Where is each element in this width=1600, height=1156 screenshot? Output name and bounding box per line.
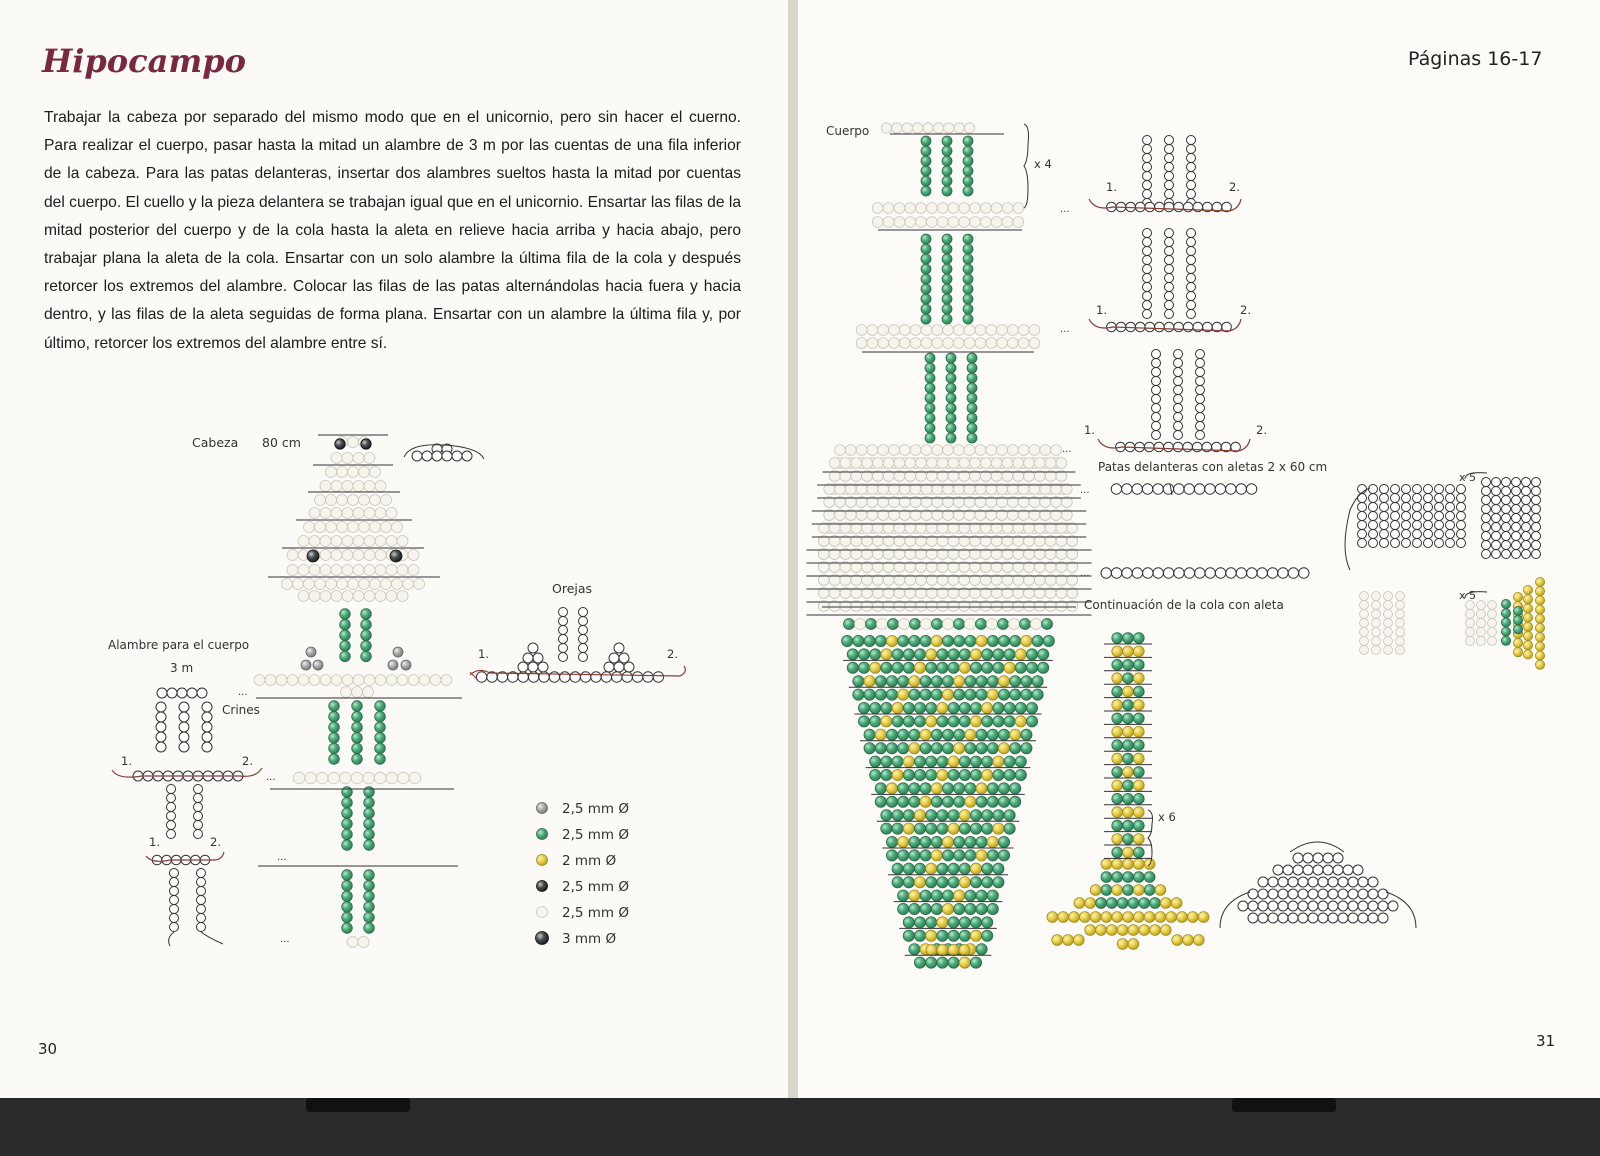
scanner-edge [0, 1098, 1600, 1156]
intro-text: Trabajar la cabeza por separado del mismo modo que en el unicornio, pero sin hacer el cuerno. Para realizar el cuerpo, pasar hasta la mitad un alambre de 3 m por las cuentas de una fila inferior de la cabeza. Para las patas delanteras, insertar dos alambres sueltos hasta la mitad por cuentas del cuerpo. El cuello y la pieza delantera se trabajan igual que en el unicornio. Ensartar las filas de la mitad posterior del cuerpo y de la cola hasta la aleta en relieve hacia arriba y hacia abajo, pero trabajar plana la aleta de la cola. Ensartar con un solo alambre la última fila de la cola y después retorcer los extremos del alambre. Colocar las filas de las patas alternándolas hacia fuera y hacia dentro, y las filas de la aleta seguidas de forma plana. Ensartar con un alambre la última fila y, por último, retorcer los extremos del alambre entre sí. [44, 109, 741, 352]
ellipsis-8: ... [1080, 485, 1090, 496]
label-x5b: x 5 [1459, 589, 1477, 602]
label-patas: Patas delanteras con aletas 2 x 60 cm [1098, 460, 1328, 474]
page-gutter [788, 0, 798, 1098]
legend-label: 2,5 mm Ø [562, 905, 629, 921]
label-x4: x 4 [1034, 157, 1052, 171]
legend-label: 2,5 mm Ø [562, 879, 629, 895]
label-cuerpo: Cuerpo [826, 124, 870, 138]
legend-green-bead [537, 829, 548, 840]
legend-label: 2 mm Ø [562, 853, 617, 869]
page-reference: Páginas 16-17 [1408, 48, 1543, 70]
label-x5a: x 5 [1459, 471, 1477, 484]
ellipsis-1: ... [266, 772, 276, 783]
label-fin1-2: 2. [1229, 180, 1240, 194]
label-orejas-1: 1. [478, 647, 489, 661]
binding-clip-left [306, 1098, 410, 1112]
ellipsis-9: ... [1080, 568, 1090, 579]
label-orejas-2: 2. [667, 647, 678, 661]
label-crines-1: 1. [121, 754, 132, 768]
label-leg-2: 2. [210, 835, 221, 849]
label-alambre-len: 3 m [170, 661, 194, 675]
legend-label: 2,5 mm Ø [562, 827, 629, 843]
label-alambre: Alambre para el cuerpo [108, 638, 250, 652]
legend-label: 3 mm Ø [562, 931, 617, 947]
legend-yellow-bead [537, 855, 548, 866]
ellipsis-3: ... [277, 852, 287, 863]
label-fin2-2: 2. [1240, 303, 1251, 317]
label-cabeza: Cabeza [192, 435, 239, 450]
label-fin1-1: 1. [1106, 180, 1117, 194]
legend-grey-bead [537, 803, 548, 814]
legend-white-bead [537, 907, 548, 918]
label-crines-2: 2. [242, 754, 253, 768]
page-number-right: 31 [1536, 1032, 1556, 1050]
label-fin2-1: 1. [1096, 303, 1107, 317]
label-continuacion: Continuación de la cola con aleta [1084, 598, 1284, 612]
label-crines: Crines [222, 703, 260, 717]
legend-label: 2,5 mm Ø [562, 801, 629, 817]
ellipsis-7: ... [1062, 444, 1072, 455]
page-title: Hipocampo [42, 42, 246, 80]
label-leg-1: 1. [149, 835, 160, 849]
page-number-left: 30 [38, 1040, 58, 1058]
ellipsis-4: ... [280, 934, 290, 945]
ellipsis-5: ... [1060, 204, 1070, 215]
binding-clip-right [1232, 1098, 1336, 1112]
label-cabeza-wire: 80 cm [262, 435, 301, 450]
ellipsis-6: ... [1060, 324, 1070, 335]
label-fin3-1: 1. [1084, 423, 1095, 437]
legend-black-bead [536, 932, 549, 945]
label-fin3-2: 2. [1256, 423, 1267, 437]
ellipsis-2: ... [238, 687, 248, 698]
label-orejas: Orejas [552, 581, 593, 596]
label-x6: x 6 [1158, 810, 1176, 824]
legend-dark-bead [537, 881, 548, 892]
